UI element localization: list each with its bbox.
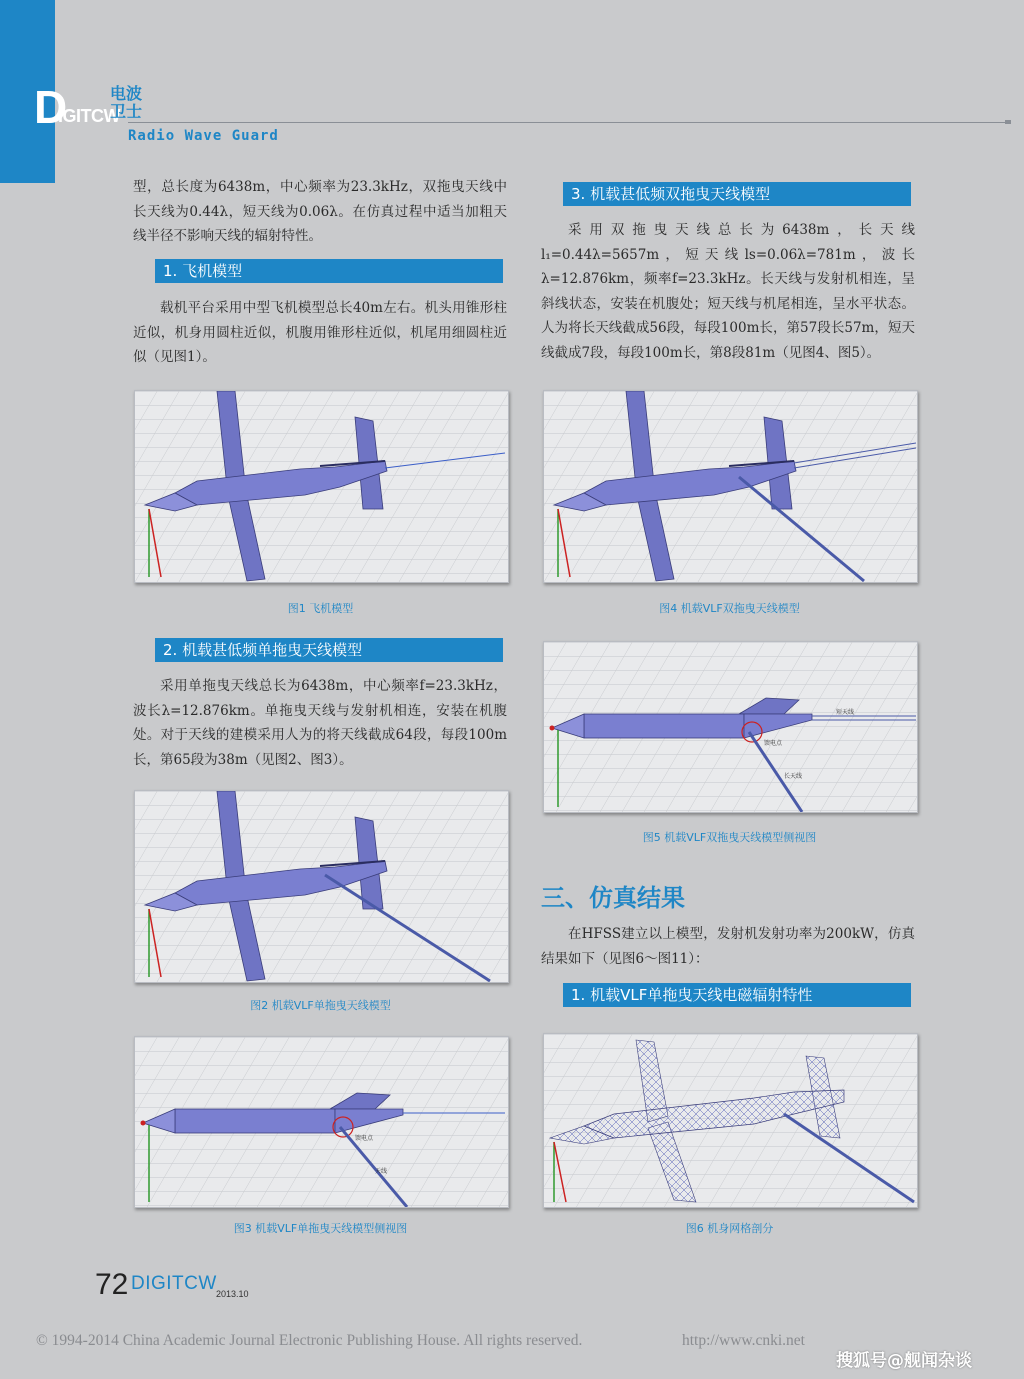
figure-5-caption: 图5 机载VLF双拖曳天线模型侧视图 [642, 831, 817, 844]
figure-3-caption: 图3 机载VLF单拖曳天线模型侧视图 [233, 1222, 408, 1235]
footer-issue: 2013.10 [216, 1289, 249, 1299]
intro-paragraph: 型，总长度为6438m，中心频率为23.3kHz，双拖曳天线中长天线为0.44λ，短天线为0.06λ。在仿真过程中适当加粗天线半径不影响天线的辐射特性。 [133, 179, 507, 244]
fig5-long-antenna-label: 长天线 [784, 773, 803, 780]
watermark: 搜狐号@舰闻杂谈 [836, 1351, 972, 1371]
section-2-title: 2. 机载甚低频单拖曳天线模型 [155, 638, 503, 662]
figure-2 [134, 790, 509, 983]
figure-2-caption: 图2 机载VLF单拖曳天线模型 [250, 999, 391, 1012]
header-rule-end [1005, 120, 1011, 124]
figure-6-caption: 图6 机身网格剖分 [685, 1222, 774, 1235]
figure-3 [134, 1036, 509, 1208]
logo-letter-d: D [34, 81, 68, 133]
section-3-paragraph: 采用双拖曳天线总长为6438m，长天线l₁=0.44λ=5657m，短天线ls=0.06λ=781m，波长λ=12.876km，频率f=23.3kHz。长天线与发射机相连，呈斜线状态，安装在机腹处；短天线与机尾相连，呈水平状态。人为将长天线截成56段，每段100m长，第57段长57m，短天线截成7段，每段100m长，第8段81m（见图4、图5）。 [541, 222, 915, 361]
logo-english: Radio Wave Guard [128, 128, 279, 144]
footer-brand: DIGITCW [131, 1273, 217, 1294]
logo-text: IGITCW [58, 106, 120, 126]
fig3-antenna-label: 天线 [375, 1168, 388, 1175]
section-1-paragraph: 载机平台采用中型飞机模型总长40m左右。机头用锥形柱近似，机身用圆柱近似，机腹用锥形柱近似，机尾用细圆柱近似（见图1）。 [133, 300, 507, 365]
logo-chinese: 电波卫士 [110, 84, 143, 121]
results-paragraph: 在HFSS建立以上模型，发射机发射功率为200kW，仿真结果如下（见图6～图11）： [541, 926, 915, 967]
section-1-title: 1. 飞机模型 [155, 259, 503, 283]
fig5-feed-label: 馈电点 [764, 740, 783, 747]
figure-5 [543, 641, 918, 813]
figure-6 [543, 1033, 918, 1208]
cnki-url[interactable]: http://www.cnki.net [682, 1332, 805, 1349]
header-rule [128, 122, 1008, 123]
fig3-feed-label: 馈电点 [355, 1135, 374, 1142]
figure-1 [134, 390, 509, 583]
figure-4-caption: 图4 机载VLF双拖曳天线模型 [659, 602, 800, 615]
figure-1-caption: 图1 飞机模型 [287, 602, 354, 615]
section-3-title: 3. 机载甚低频双拖曳天线模型 [563, 182, 911, 206]
figure-4 [543, 390, 918, 583]
section-4-title: 1. 机载VLF单拖曳天线电磁辐射特性 [563, 983, 911, 1007]
page-number: 72 [95, 1268, 129, 1301]
section-2-paragraph: 采用单拖曳天线总长为6438m，中心频率f=23.3kHz，波长λ=12.876km。单拖曳天线与发射机相连，安装在机腹处。对于天线的建模采用人为的将天线截成64段，每段100m长，第65段为38m（见图2、图3）。 [133, 678, 507, 768]
results-heading: 三、仿真结果 [541, 883, 685, 912]
fig5-short-antenna-label: 短天线 [836, 709, 855, 716]
copyright-notice: © 1994-2014 China Academic Journal Electronic Publishing House. All rights reserved. [36, 1332, 583, 1349]
